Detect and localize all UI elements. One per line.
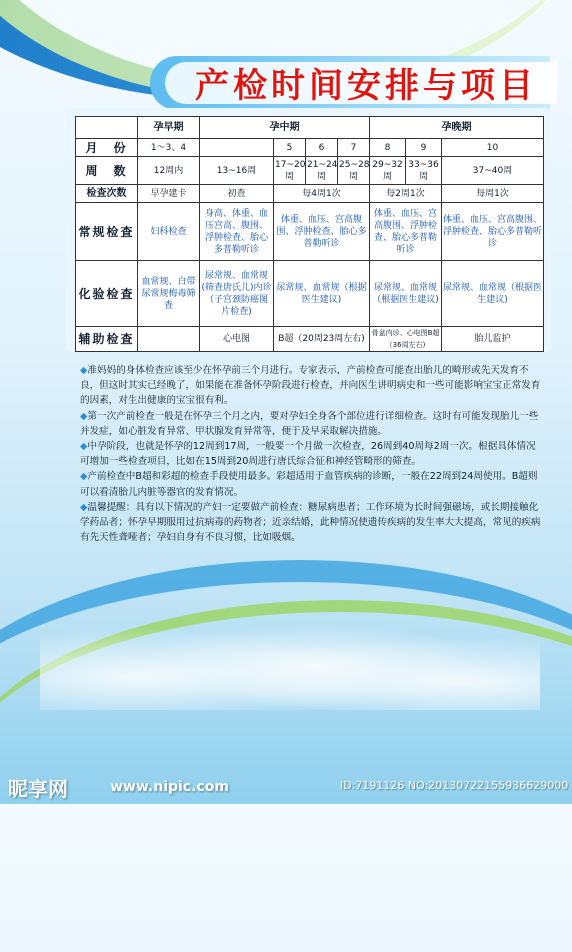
aux-cell: B超（20周23周左右) <box>274 327 370 352</box>
paragraph-text: 中孕阶段，也就是怀孕的12周到17周，一般要一个月做一次检查，26周到40周每2周一次。根据具体情况可增加一些检查项目，比如在15周到20周进行唐氏综合征和神经管畸形的筛查。 <box>80 441 536 468</box>
table-row <box>76 327 544 352</box>
page-title: 产检时间安排与项目 <box>195 66 537 106</box>
lab-cell: 尿常规、血常规（根据医生建议) <box>442 261 544 327</box>
routine-cell: 身高、体重、血压宫高、腹围、浮肿检查、胎心多普勒听诊 <box>200 203 274 261</box>
aux-label: 辅助检查 <box>76 327 138 352</box>
bullet-icon: ◆ <box>80 365 88 376</box>
paragraph <box>80 469 542 499</box>
aux-cell: 心电图 <box>200 327 274 352</box>
month-cell: 8 <box>370 139 406 157</box>
table-row <box>76 117 544 139</box>
paragraph <box>80 500 542 546</box>
month-cell: 1～3、4 <box>138 139 200 157</box>
aux-cell: 胎儿监护 <box>442 327 544 352</box>
info-text <box>80 363 542 545</box>
cloud-decoration <box>40 600 540 710</box>
count-cell: 初查 <box>200 185 274 203</box>
watermark-logo: 昵享网 <box>8 777 68 801</box>
lab-cell: 血常规、白带尿常规梅毒筛查 <box>138 261 200 327</box>
corner-cell <box>76 117 138 139</box>
count-cell: 早孕建卡 <box>138 185 200 203</box>
routine-cell: 体重、血压、宫高腹围、浮肿检查、胎心多普勒听诊 <box>274 203 370 261</box>
month-cell <box>200 139 274 157</box>
table-row <box>76 203 544 261</box>
table-row <box>76 139 544 157</box>
week-cell: 13~16周 <box>200 157 274 185</box>
week-cell: 12周内 <box>138 157 200 185</box>
aux-cell: 骨盆内诊、心电图B超（36周左右) <box>370 327 442 352</box>
routine-cell: 体重、血压、宫高腹围、浮肿检查、胎心多普勒听诊 <box>370 203 442 261</box>
week-label: 周 数 <box>76 157 138 185</box>
week-cell: 29~32周 <box>370 157 406 185</box>
week-cell: 25~28周 <box>338 157 370 185</box>
paragraph <box>80 409 542 439</box>
table-row <box>76 185 544 203</box>
watermark-id: ID:7191126 NO:20130722155936629000 <box>340 779 569 792</box>
bullet-icon: ◆ <box>80 410 88 422</box>
month-cell: 9 <box>406 139 442 157</box>
paragraph <box>80 363 542 409</box>
period-header: 孕早期 <box>138 117 200 139</box>
paragraph <box>80 439 542 469</box>
paragraph-text: 准妈妈的身体检查应该至少在怀孕前三个月进行。专家表示，产前检查可能查出胎儿的畸形或先天发育不良，但这时其实已经晚了，如果能在准备怀孕阶段进行检查，并向医生讲明病史和一些可能影响宝宝正常发育的因素，对生出健康的宝宝很有利。 <box>80 365 541 407</box>
month-cell: 6 <box>306 139 338 157</box>
week-cell: 33~36周 <box>406 157 442 185</box>
routine-cell: 体重、血压、宫高腹围、浮肿检查、胎心多普勒听诊 <box>442 203 544 261</box>
period-header: 孕晚期 <box>370 117 544 139</box>
paragraph-text: 第一次产前检查一般是在怀孕三个月之内，要对孕妇全身各个部位进行详细检查。这时有可能发现胎儿一些并发症，如心脏发育异常、甲状腺发育异常等，便于及早采取解决措施。 <box>80 410 539 437</box>
week-cell: 17~20周 <box>274 157 306 185</box>
aux-cell <box>138 327 200 352</box>
bullet-icon: ◆ <box>80 501 88 513</box>
month-cell: 10 <box>442 139 544 157</box>
table-row <box>76 157 544 185</box>
month-cell: 7 <box>338 139 370 157</box>
bullet-icon: ◆ <box>80 441 88 453</box>
week-cell: 37~40周 <box>442 157 544 185</box>
lab-cell: 尿常规、血常规(筛查唐氏儿)内诊（子宫颈防癌图片检查) <box>200 261 274 327</box>
lab-cell: 尿常规、血常规（根据医生建议) <box>370 261 442 327</box>
count-cell: 每周1次 <box>442 185 544 203</box>
paragraph-text: 产前检查中B超和彩超的检查手段使用最多。彩超适用于血管疾病的诊断，一般在22周到24周使用。B超则可以看清胎儿内脏等器官的发育情况。 <box>80 471 538 498</box>
period-header: 孕中期 <box>200 117 370 139</box>
bullet-icon: ◆ <box>80 471 88 483</box>
week-cell: 21~24周 <box>306 157 338 185</box>
table-row <box>76 261 544 327</box>
lab-label: 化验检查 <box>76 261 138 327</box>
routine-label: 常规检查 <box>76 203 138 261</box>
watermark-site: www.nipic.com <box>110 779 229 795</box>
month-label: 月 份 <box>76 139 138 157</box>
lab-cell: 尿常规、血常规（根据医生建议) <box>274 261 370 327</box>
schedule-table <box>75 116 544 352</box>
count-cell: 每2周1次 <box>370 185 442 203</box>
month-cell: 5 <box>274 139 306 157</box>
paragraph-text: 温馨提醒：具有以下情况的产妇一定要做产前检查：糖尿病患者；工作环境为长时间强磁场，或长期接触化学药品者；怀孕早期服用过抗病毒的药物者；近亲结婚，此种情况使遗传疾病的发生率大大提高，常见的疾病有先天性聋哑者；孕妇自身有不良习惯，比如吸烟。 <box>80 501 541 544</box>
routine-cell: 妇科检查 <box>138 203 200 261</box>
count-cell: 每4周1次 <box>274 185 370 203</box>
count-label: 检查次数 <box>76 185 138 203</box>
